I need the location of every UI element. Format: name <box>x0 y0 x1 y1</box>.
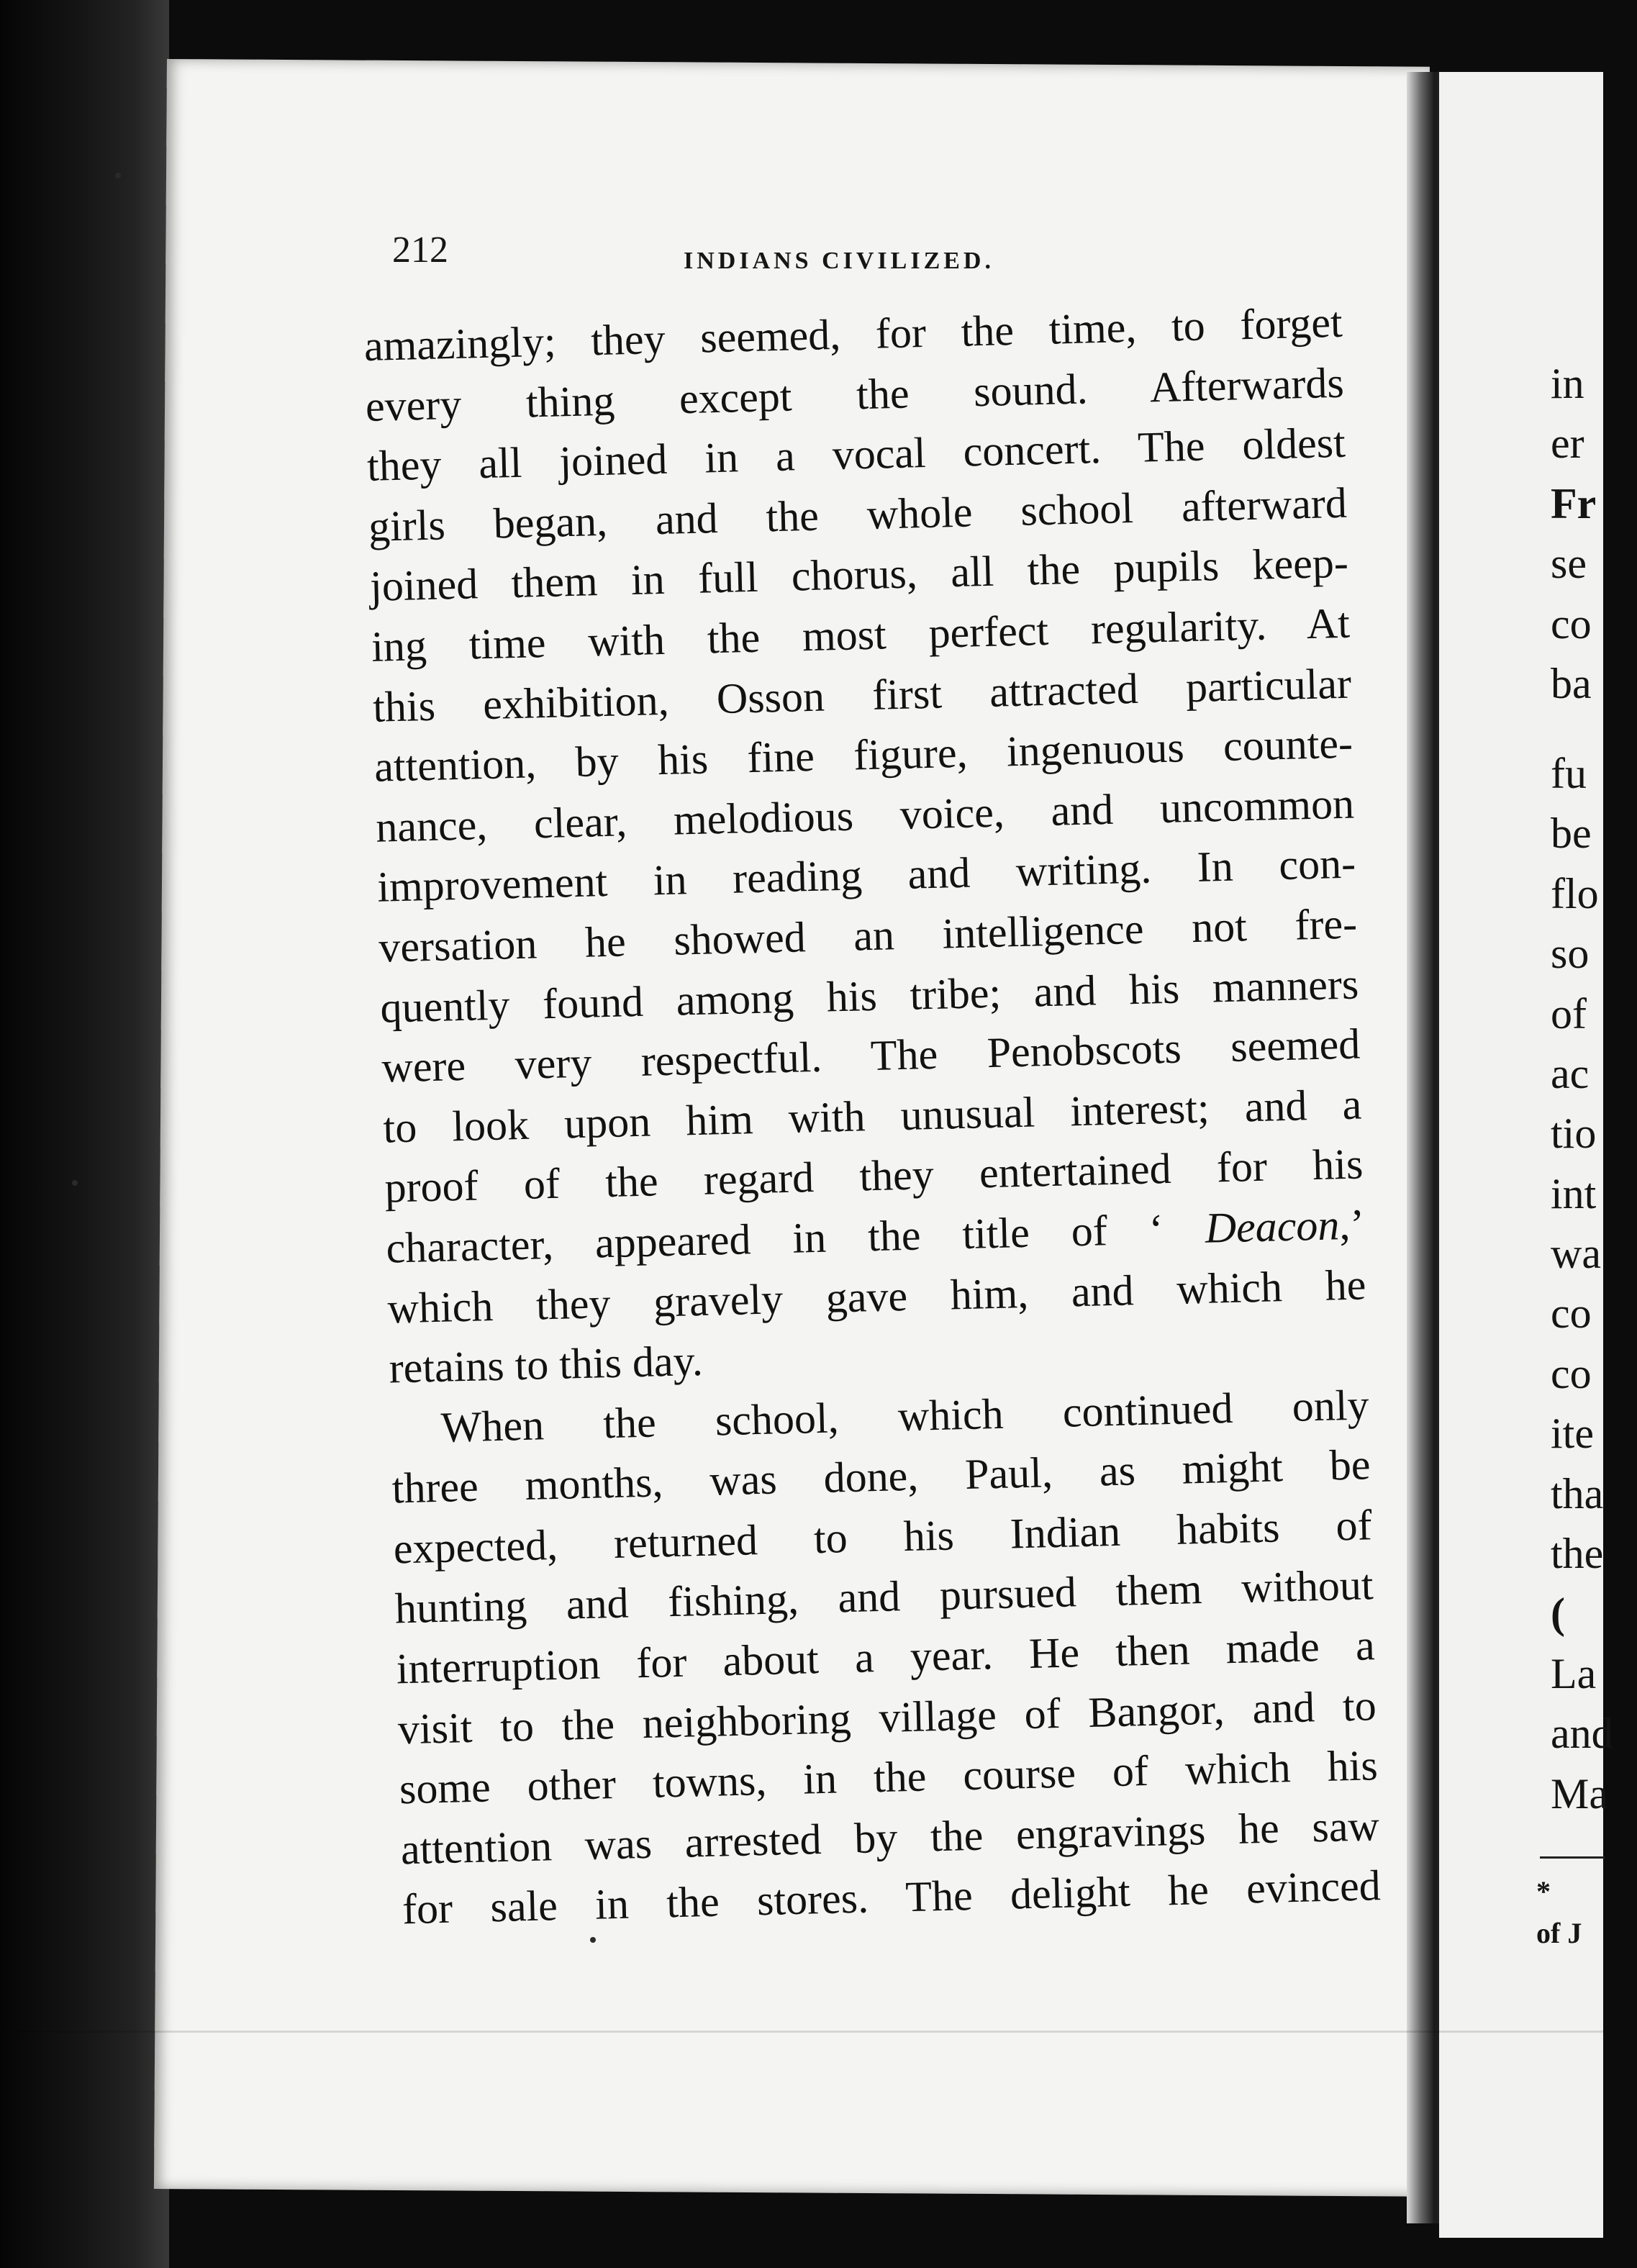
facing-page-fragment: er <box>1551 419 1584 468</box>
text-line: three months, was done, Paul, as might be <box>391 1441 1371 1512</box>
text-line: attention, by his fine figure, ingenuous counte- <box>373 719 1353 791</box>
facing-page-fragment: co <box>1551 1349 1592 1397</box>
facing-page-fragment: of <box>1551 989 1587 1038</box>
facing-page-fragment: in <box>1551 360 1584 407</box>
facing-page-fragment: wa <box>1551 1230 1601 1278</box>
facing-page-fragment: Fr <box>1551 479 1597 527</box>
scan-artifact-line <box>0 2031 1603 2033</box>
facing-page-fragment: be <box>1551 809 1592 858</box>
book-cover-edge <box>0 0 169 2268</box>
facing-page-fragment: the <box>1551 1530 1604 1578</box>
text-line: joined them in full chorus, all the pupils keep- <box>369 539 1349 611</box>
text-line: some other towns, in the course of which his <box>399 1741 1379 1813</box>
facing-page-fragment: ba <box>1551 659 1592 707</box>
facing-page-fragment: ac <box>1551 1049 1590 1097</box>
text-line: they all joined in a vocal concert. The oldest <box>366 418 1346 491</box>
facing-page-fragment: co <box>1551 1289 1592 1338</box>
facing-page-fragment: tha <box>1551 1469 1604 1518</box>
footnote-marker: * <box>1536 1875 1551 1908</box>
text-line: nance, clear, melodious voice, and uncommon <box>375 779 1355 851</box>
facing-page-fragment: so <box>1551 930 1590 978</box>
facing-page-fragment: ite <box>1551 1410 1594 1458</box>
facing-page-fragment: Ma <box>1551 1769 1608 1818</box>
facing-page-fragment: flo <box>1551 869 1599 917</box>
facing-page-fragment: int <box>1551 1169 1597 1217</box>
running-head <box>392 229 1371 286</box>
text-line: expected, returned to his Indian habits of <box>393 1501 1373 1573</box>
facing-page-fragment: co <box>1551 599 1592 648</box>
text-line: proof of the regard they entertained for his <box>384 1140 1364 1212</box>
footnote-rule <box>1540 1856 1605 1859</box>
text-line: improvement in reading and writing. In con- <box>376 839 1356 912</box>
text-line: for sale in the stores. The delight he evinced <box>402 1861 1382 1933</box>
text-line: amazingly; they seemed, for the time, to forget <box>363 298 1343 370</box>
running-head-title: INDIANS CIVILIZED. <box>684 248 994 274</box>
text-line: quently found among his tribe; and his manners <box>379 960 1359 1032</box>
italic-word: Deacon <box>1204 1201 1341 1252</box>
body-text <box>363 293 1382 1941</box>
text-line: attention was arrested by the engravings he saw <box>400 1801 1380 1874</box>
text-line: character, appeared in the title of ‘ Deacon,’ <box>385 1200 1366 1272</box>
facing-page-fragment: and <box>1551 1710 1613 1758</box>
facing-page-fragment: fu <box>1551 749 1587 797</box>
text-line: When the school, which continued only <box>440 1381 1370 1451</box>
facing-page-fragments <box>1551 354 1637 1824</box>
text-line: this exhibition, Osson first attracted particular <box>372 659 1352 731</box>
ink-speck <box>590 1937 596 1943</box>
facing-page-fragment: se <box>1551 540 1587 588</box>
facing-page-fragment: La <box>1551 1649 1597 1697</box>
text-line: versation he showed an intelligence not fre- <box>378 899 1358 971</box>
text-line: to look upon him with unusual interest; and a <box>382 1080 1362 1152</box>
text-line: every thing except the sound. Afterwards <box>365 358 1345 430</box>
text-line: girls began, and the whole school afterward <box>368 478 1348 550</box>
facing-page-fragment: tio <box>1551 1110 1597 1158</box>
text-line: retains to this day. <box>388 1337 704 1392</box>
text-line: interruption for about a year. He then made a <box>396 1621 1376 1693</box>
text-line: hunting and fishing, and pursued them without <box>394 1561 1374 1633</box>
facing-page-footnote <box>1536 1871 1582 1954</box>
footnote-fragment: of J <box>1536 1917 1582 1949</box>
text-line: were very respectful. The Penobscots seemed <box>381 1020 1361 1092</box>
page-number: 212 <box>392 230 448 271</box>
facing-page-fragment: ( <box>1551 1589 1565 1638</box>
text-line: ing time with the most perfect regularity. At <box>371 599 1351 671</box>
ink-speck <box>72 1180 78 1186</box>
ink-speck <box>115 173 121 178</box>
text-line: visit to the neighboring village of Bangor, and to <box>397 1681 1377 1754</box>
text-line: which they gravely gave him, and which he <box>386 1260 1367 1333</box>
